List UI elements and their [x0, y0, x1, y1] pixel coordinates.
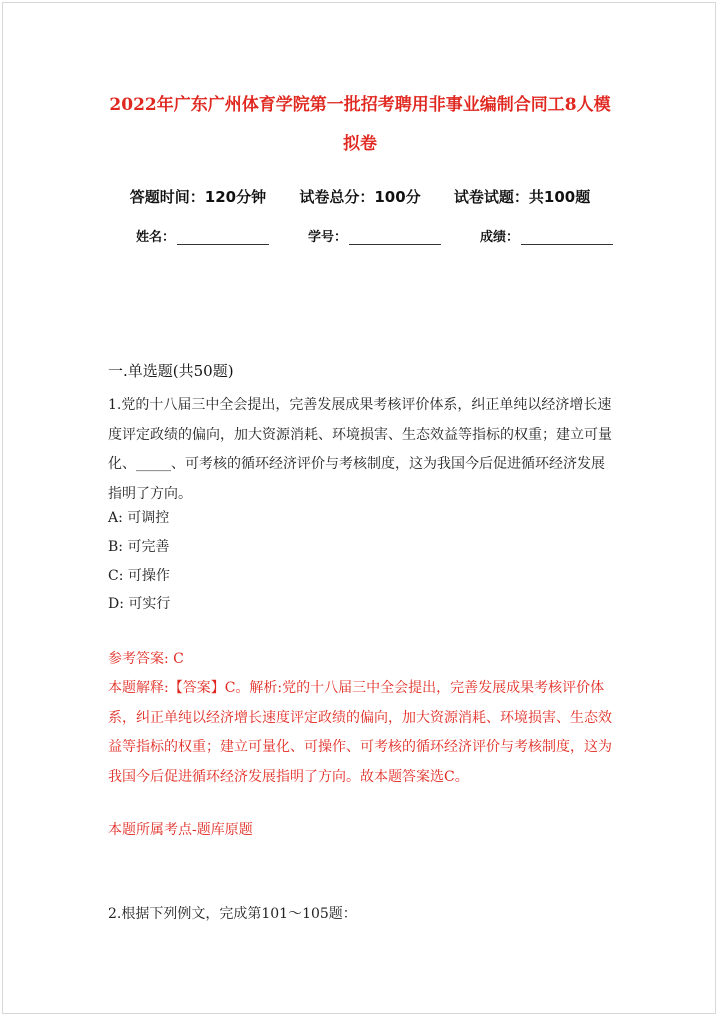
student-id-label: 学号：: [308, 230, 348, 245]
exam-title-line2: 拟卷: [343, 134, 377, 154]
score-label: 成绩：: [480, 230, 520, 245]
exam-time: 答题时间：120分钟: [129, 188, 267, 206]
question-2-text: 2.根据下列例文，完成第101～105题：: [108, 906, 357, 922]
exam-question-count: 试卷试题：共100题: [453, 188, 591, 206]
name-label: 姓名：: [136, 230, 176, 245]
question-1-explanation: 本题解释:【答案】C。解析:党的十八届三中全会提出，完善发展成果考核评价体系，纠正单纯以经济增长速度评定政绩的偏向，加大资源消耗、环境损害、生态效益等指标的权重；建立可量化、可操作、可考核的循环经济评价与考核制度，这为我国今后促进循环经济发展指明了方向。故本题答案选C。: [108, 680, 612, 785]
section-title: 一.单选题(共50题): [108, 362, 234, 380]
question-1-knowledge-point: 本题所属考点-题库原题: [108, 822, 253, 838]
question-1-text: 1.党的十八届三中全会提出，完善发展成果考核评价体系，纠正单纯以经济增长速度评定政绩的偏向，加大资源消耗、环境损害、生态效益等指标的权重；建立可量化、_____、可考核的循环经济评价与考核制度，这为我国今后促进循环经济发展指明了方向。: [108, 397, 612, 502]
name-blank: [177, 230, 269, 245]
exam-meta: [0, 186, 720, 207]
score-blank: [521, 230, 613, 245]
student-id-blank: [349, 230, 441, 245]
question-1-option-b: B: 可完善: [108, 539, 170, 555]
student-id-field: [308, 226, 441, 245]
score-field: [480, 226, 613, 245]
exam-title-line1: 2022年广东广州体育学院第一批招考聘用非事业编制合同工8人模: [109, 95, 611, 115]
question-1-option-c: C: 可操作: [108, 568, 170, 584]
question-1-option-d: D: 可实行: [108, 596, 171, 612]
exam-total-score: 试卷总分：100分: [299, 188, 421, 206]
question-1-option-a: A: 可调控: [108, 510, 170, 526]
question-1-answer: 参考答案: C: [108, 651, 184, 667]
name-field: [136, 226, 269, 245]
